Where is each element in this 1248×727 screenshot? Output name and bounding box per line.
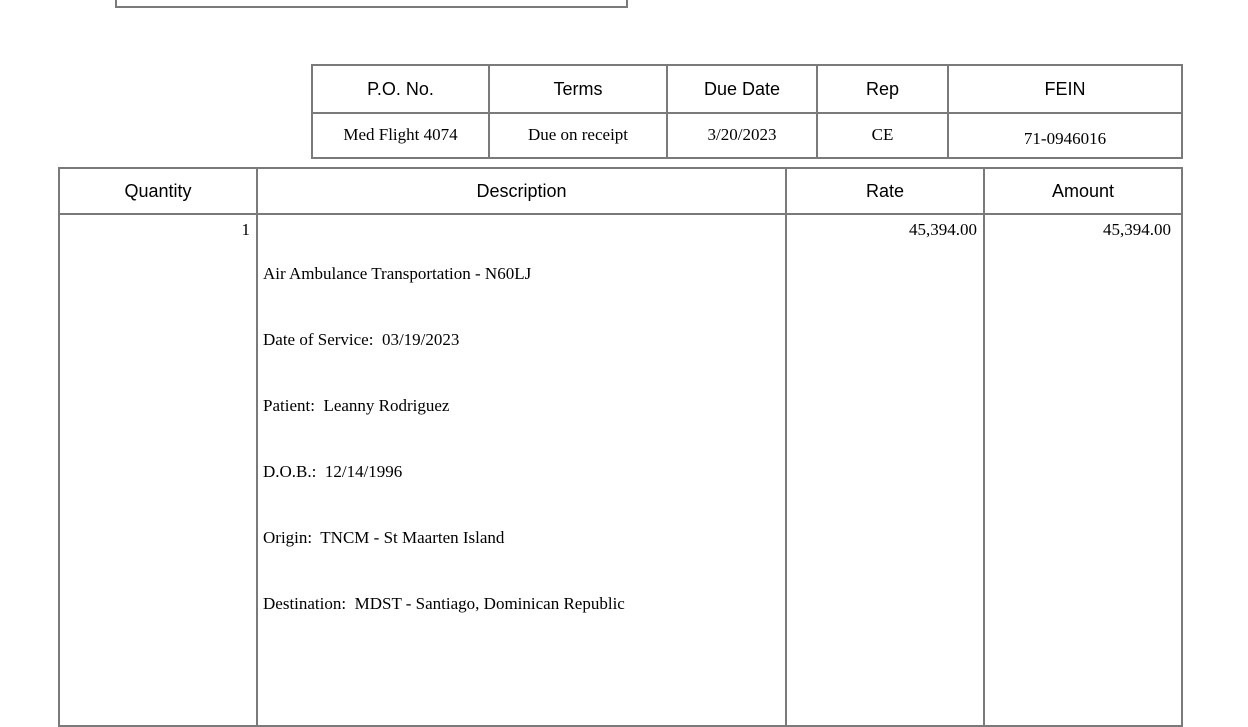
amount-column: [985, 169, 1181, 725]
fein-header: FEIN: [1044, 78, 1086, 99]
rate-value: 45,394.00: [909, 220, 977, 239]
description-line: Destination: MDST - Santiago, Dominican Republic: [263, 594, 625, 613]
rep-header: Rep: [818, 66, 949, 112]
rate-column: [787, 169, 985, 725]
terms-value: Due on receipt: [490, 113, 668, 157]
terms-header: Terms: [490, 66, 668, 112]
line-items-table: [58, 167, 1183, 727]
invoice-header-table: [311, 64, 1183, 159]
po-number-value: Med Flight 4074: [313, 113, 490, 157]
description-line: Origin: TNCM - St Maarten Island: [263, 528, 505, 547]
po-number-header: P.O. No.: [313, 66, 490, 112]
fein-value: 71-0946016: [1023, 129, 1107, 148]
quantity-header: Quantity: [60, 169, 256, 215]
header-values-row: [313, 113, 1181, 157]
rep-value: CE: [818, 113, 949, 157]
header-labels-row: [313, 66, 1181, 114]
description-header: Description: [258, 169, 785, 215]
quantity-column: [60, 169, 258, 725]
description-line: D.O.B.: 12/14/1996: [263, 462, 403, 481]
amount-value: 45,394.00: [1103, 220, 1171, 239]
amount-header: Amount: [985, 169, 1181, 215]
due-date-value: 3/20/2023: [668, 113, 818, 157]
description-value: [258, 215, 785, 659]
description-line: Patient: Leanny Rodriguez: [263, 396, 450, 415]
due-date-header: Due Date: [668, 66, 818, 112]
description-column: [258, 169, 787, 725]
rate-header: Rate: [787, 169, 983, 215]
quantity-value: 1: [241, 220, 250, 239]
description-line: Date of Service: 03/19/2023: [263, 330, 460, 349]
address-box: [115, 0, 628, 8]
description-line: Air Ambulance Transportation - N60LJ: [263, 264, 532, 283]
